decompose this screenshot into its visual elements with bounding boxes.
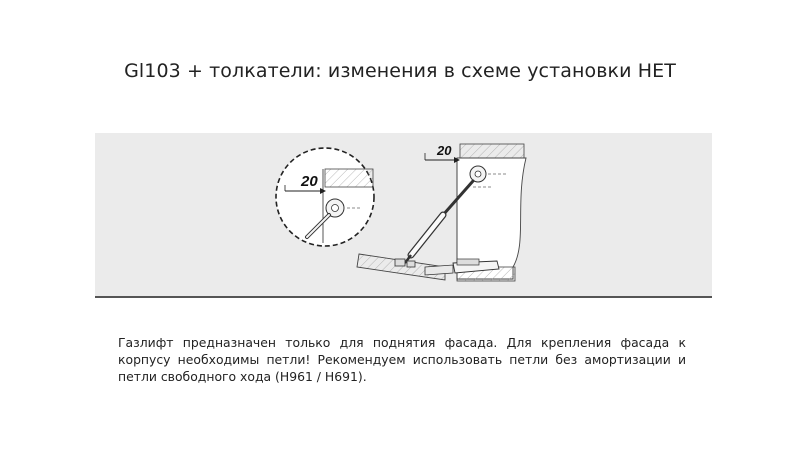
description-text: Газлифт предназначен только для поднятия фасада. Для крепления фасада к корпусу необходимы петли! Рекомендуем использовать петли без амортизации и петли свободного хода (H961 / H691). [118, 335, 686, 384]
page-title: Gl103 + толкатели: изменения в схеме установки НЕТ [124, 60, 676, 82]
detail-view [276, 148, 374, 246]
installation-diagram [95, 133, 712, 296]
main-assembly [357, 144, 526, 281]
detail-dimension-label: 20 [301, 173, 318, 190]
band-divider [95, 296, 712, 298]
main-dimension-label: 20 [437, 143, 452, 158]
